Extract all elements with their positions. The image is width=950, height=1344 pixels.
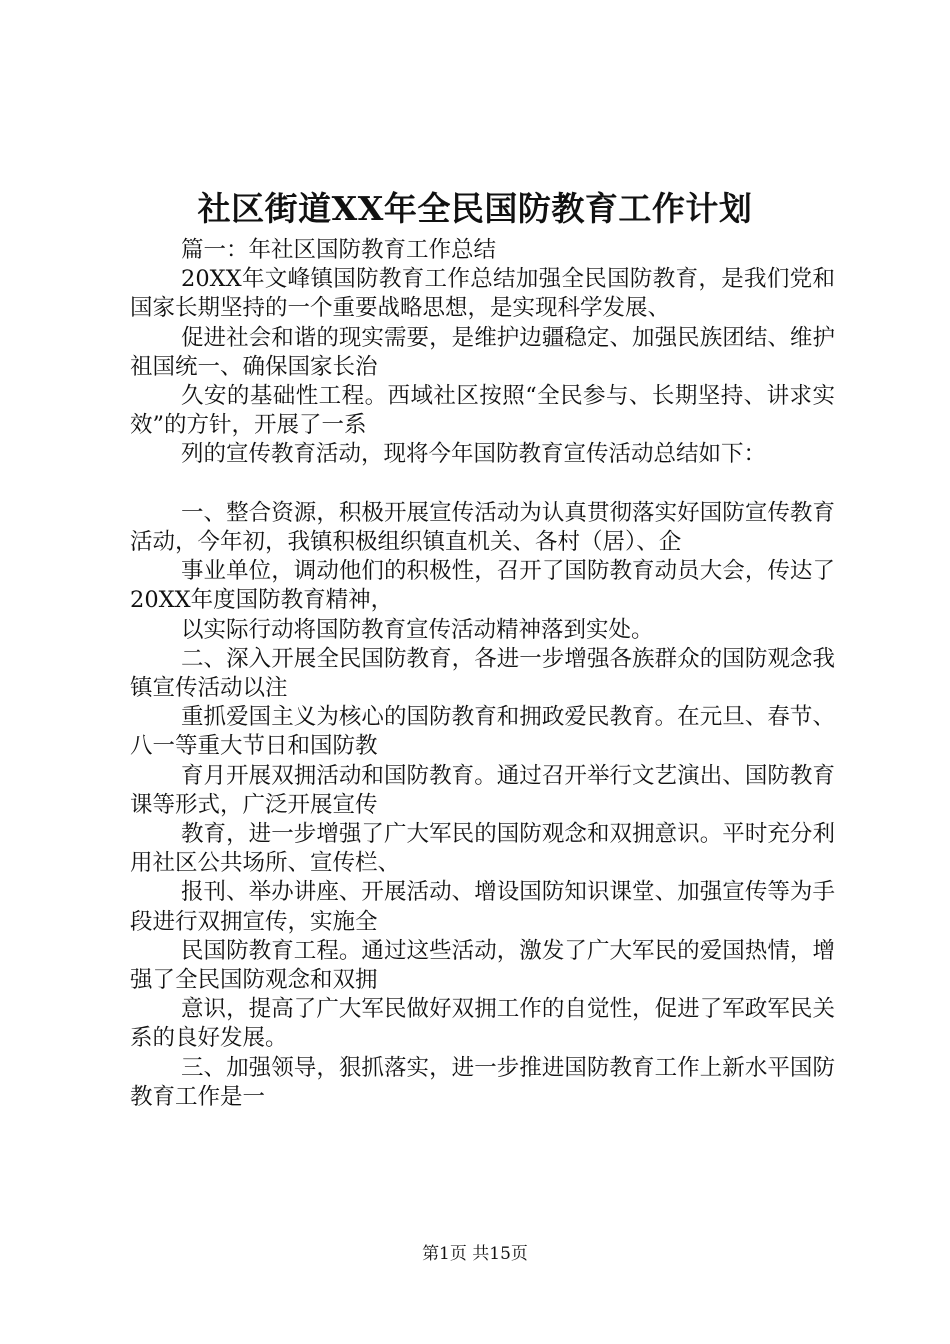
page-number: 第1页 共15页	[422, 1244, 528, 1264]
paragraph: 一、整合资源，积极开展宣传活动为认真贯彻落实好国防宣传教育活动，今年初，我镇积极组织镇直机关、各村（居）、企	[130, 499, 835, 556]
paragraph: 久安的基础性工程。西域社区按照“全民参与、长期坚持、讲求实效”的方针，开展了一系	[130, 383, 835, 439]
paragraph: 事业单位，调动他们的积极性，召开了国防教育动员大会，传达了20XX年度国防教育精神，	[130, 558, 835, 614]
paragraph: 促进社会和谐的现实需要，是维护边疆稳定、加强民族团结、维护祖国统一、确保国家长治	[130, 324, 835, 380]
paragraph: 教育，进一步增强了广大军民的国防观念和双拥意识。平时充分利用社区公共场所、宣传栏、	[130, 821, 835, 877]
paragraph: 三、加强领导，狠抓落实，进一步推进国防教育工作上新水平国防教育工作是一	[130, 1054, 835, 1110]
paragraph: 重抓爱国主义为核心的国防教育和拥政爱民教育。在元旦、春节、八一等重大节日和国防教	[130, 704, 835, 760]
paragraph: 篇一：年社区国防教育工作总结	[181, 237, 497, 263]
document-body	[130, 236, 835, 1112]
document-title: 社区街道XX年全民国防教育工作计划	[197, 189, 753, 228]
paragraph: 报刊、举办讲座、开展活动、增设国防知识课堂、加强宣传等为手段进行双拥宣传，实施全	[130, 879, 835, 935]
paragraph: 以实际行动将国防教育宣传活动精神落到实处。	[181, 616, 654, 643]
paragraph: 二、深入开展全民国防教育，各进一步增强各族群众的国防观念我镇宣传活动以注	[130, 645, 835, 702]
paragraph: 育月开展双拥活动和国防教育。通过召开举行文艺演出、国防教育课等形式，广泛开展宣传	[130, 762, 835, 818]
blank-line	[130, 470, 835, 499]
paragraph: 列的宣传教育活动，现将今年国防教育宣传活动总结如下：	[181, 441, 767, 468]
paragraph: 意识，提高了广大军民做好双拥工作的自觉性，促进了军政军民关系的良好发展。	[130, 996, 835, 1052]
paragraph: 民国防教育工程。通过这些活动，激发了广大军民的爱国热情，增强了全民国防观念和双拥	[130, 937, 835, 994]
paragraph: 20XX年文峰镇国防教育工作总结加强全民国防教育，是我们党和国家长期坚持的一个重要战略思想，是实现科学发展、	[130, 266, 835, 322]
